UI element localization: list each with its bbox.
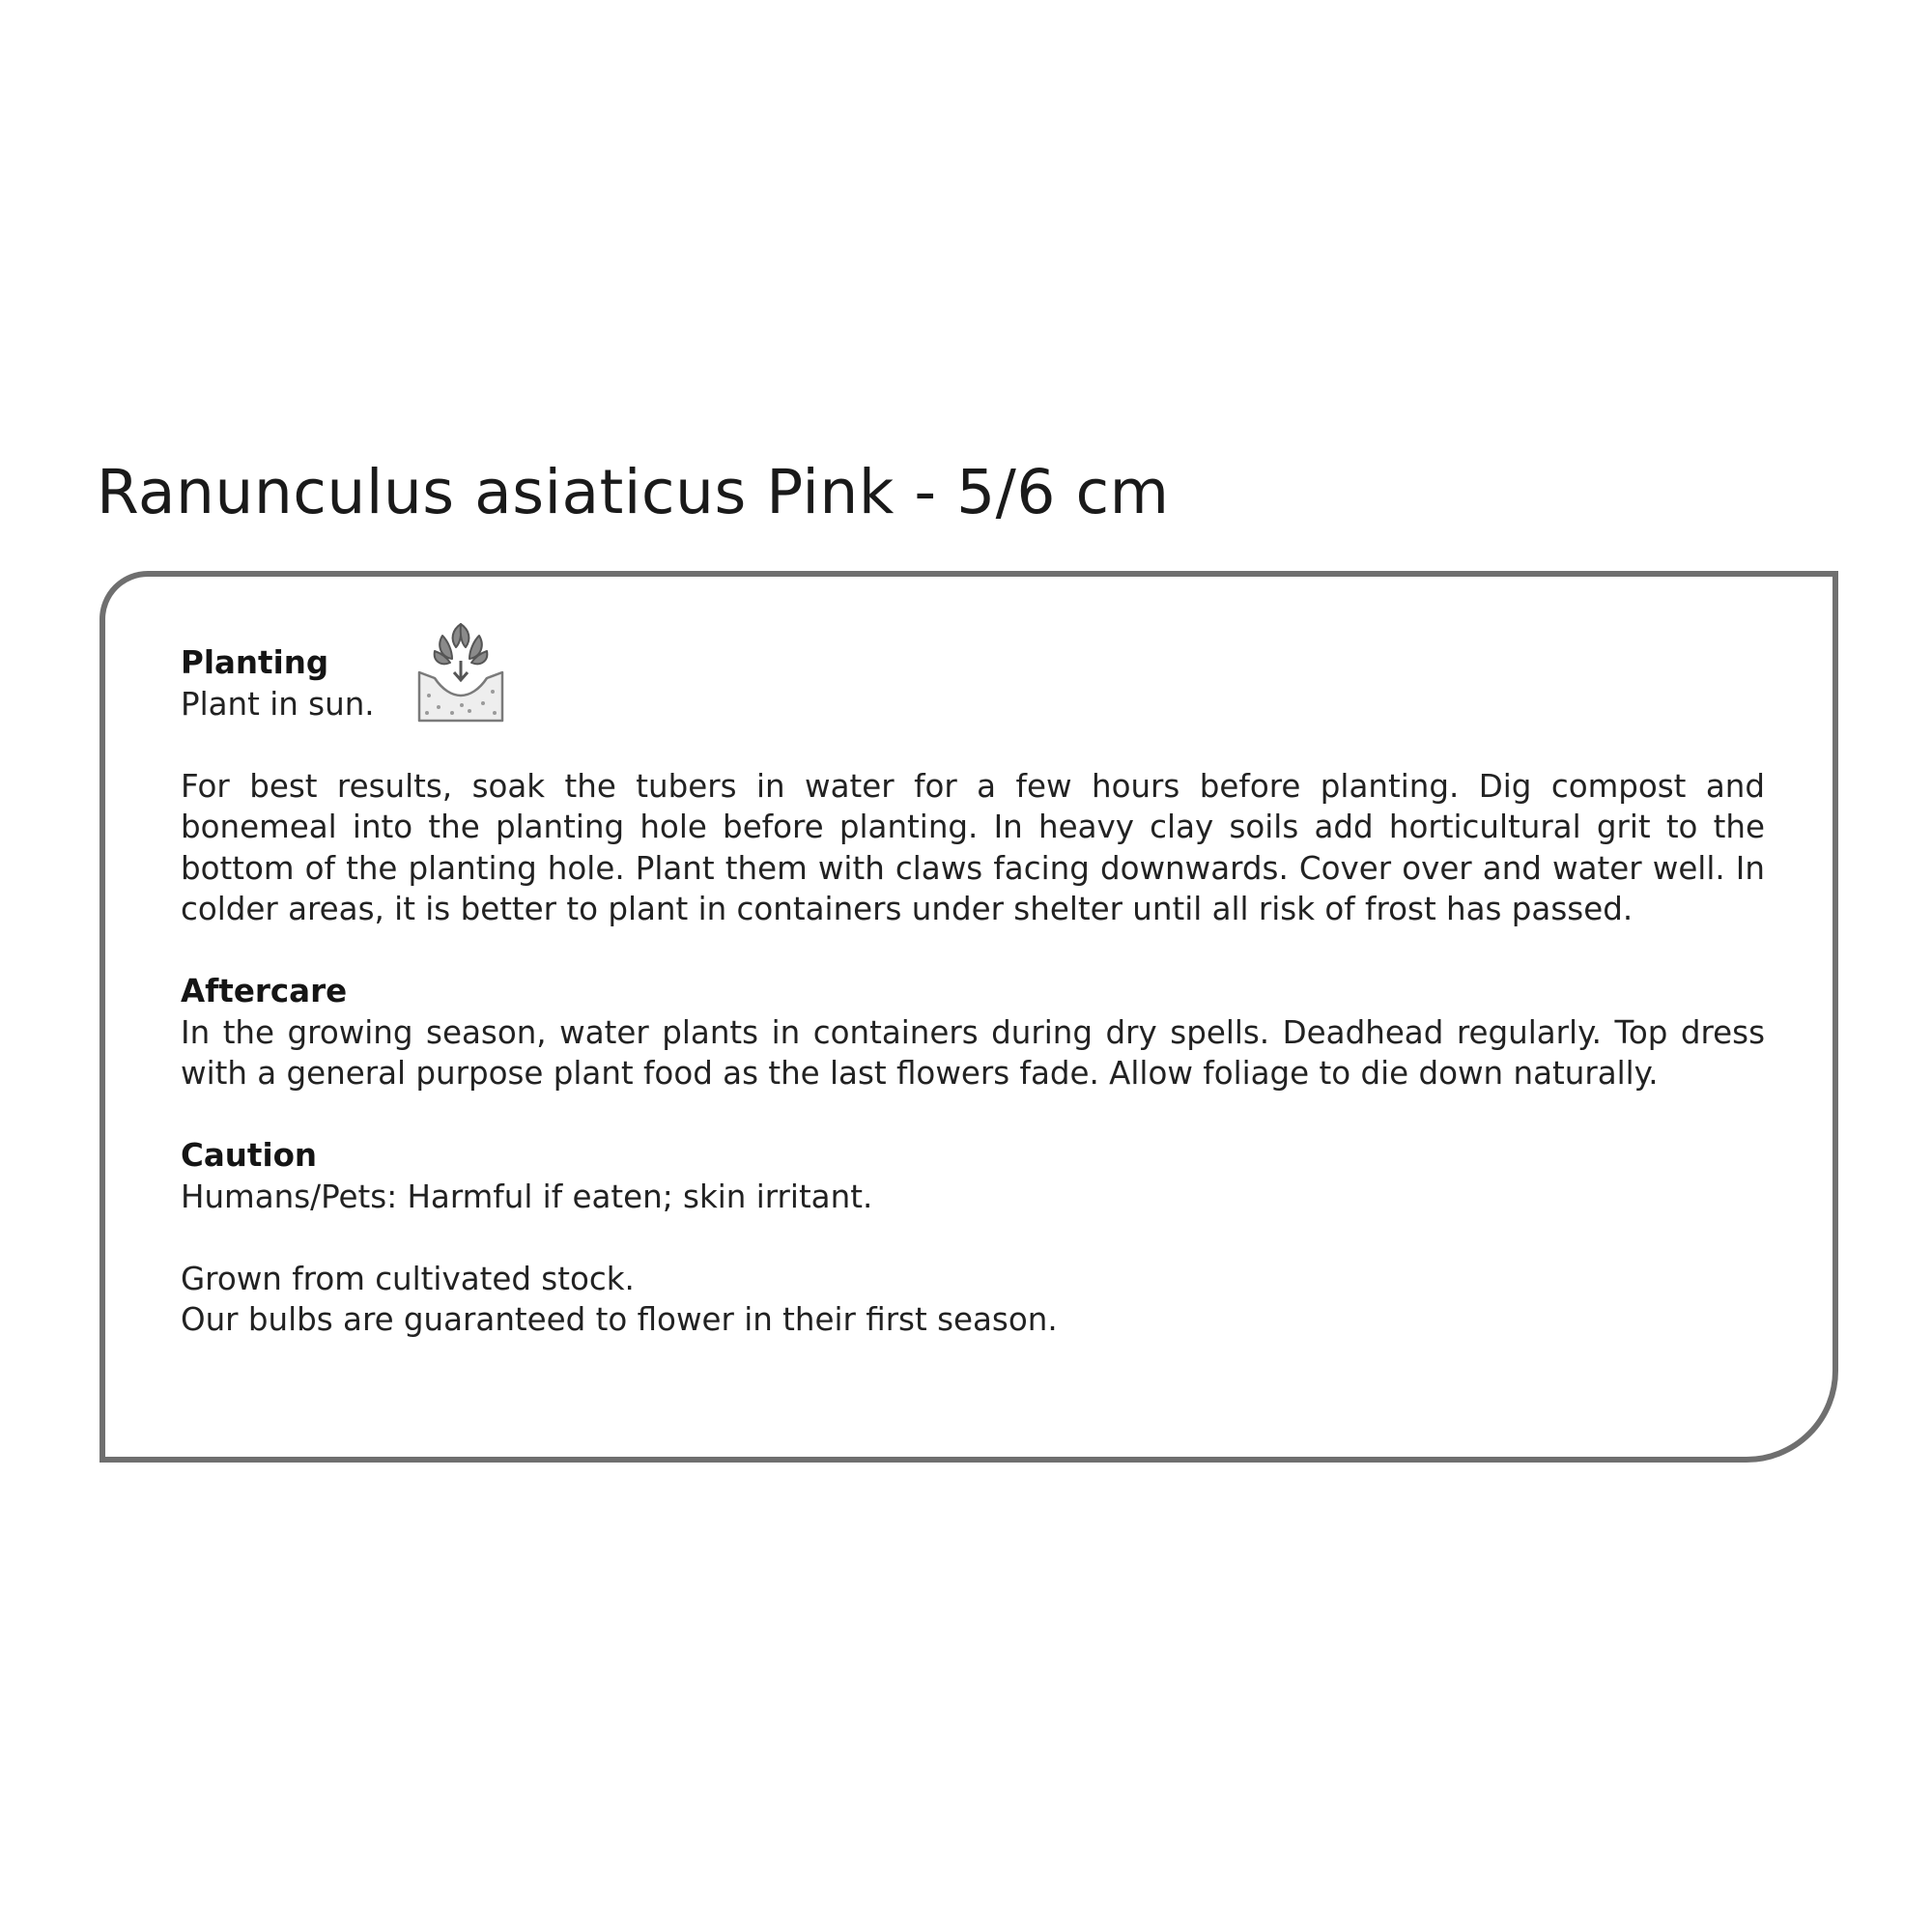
aftercare-body: In the growing season, water plants in containers during dry spells. Deadhead regularly. Top dress with a general purpose plant food as the last flowers fade. Allow foliage to die down naturally. [181,1013,1765,1092]
caution-body: Humans/Pets: Harmful if eaten; skin irritant. [181,1178,873,1215]
footer-guarantee-note: Our bulbs are guaranteed to flower in their first season. [181,1301,1058,1338]
aftercare-heading: Aftercare [181,973,348,1009]
page-title: Ranunculus asiaticus Pink - 5/6 cm [97,457,1170,527]
spacer [181,1217,1765,1259]
caution-heading: Caution [181,1137,318,1174]
spacer [181,1094,1765,1136]
footer-stock-note: Grown from cultivated stock. [181,1260,635,1297]
planting-body: For best results, soak the tubers in water for a few hours before planting. Dig compost and bonemeal into the planting hole before planting. In heavy clay soils add horticultural grit to the bottom of the planting hole. Plant them with claws facing downwards. Cover over and water well. In colder areas, it is better to plant in containers under shelter until all risk of frost has passed. [181,767,1765,927]
care-instructions [181,642,1765,1341]
planting-heading: Planting [181,644,329,681]
spacer [181,930,1765,972]
spacer [181,724,1765,766]
planting-summary: Plant in sun. [181,685,375,723]
